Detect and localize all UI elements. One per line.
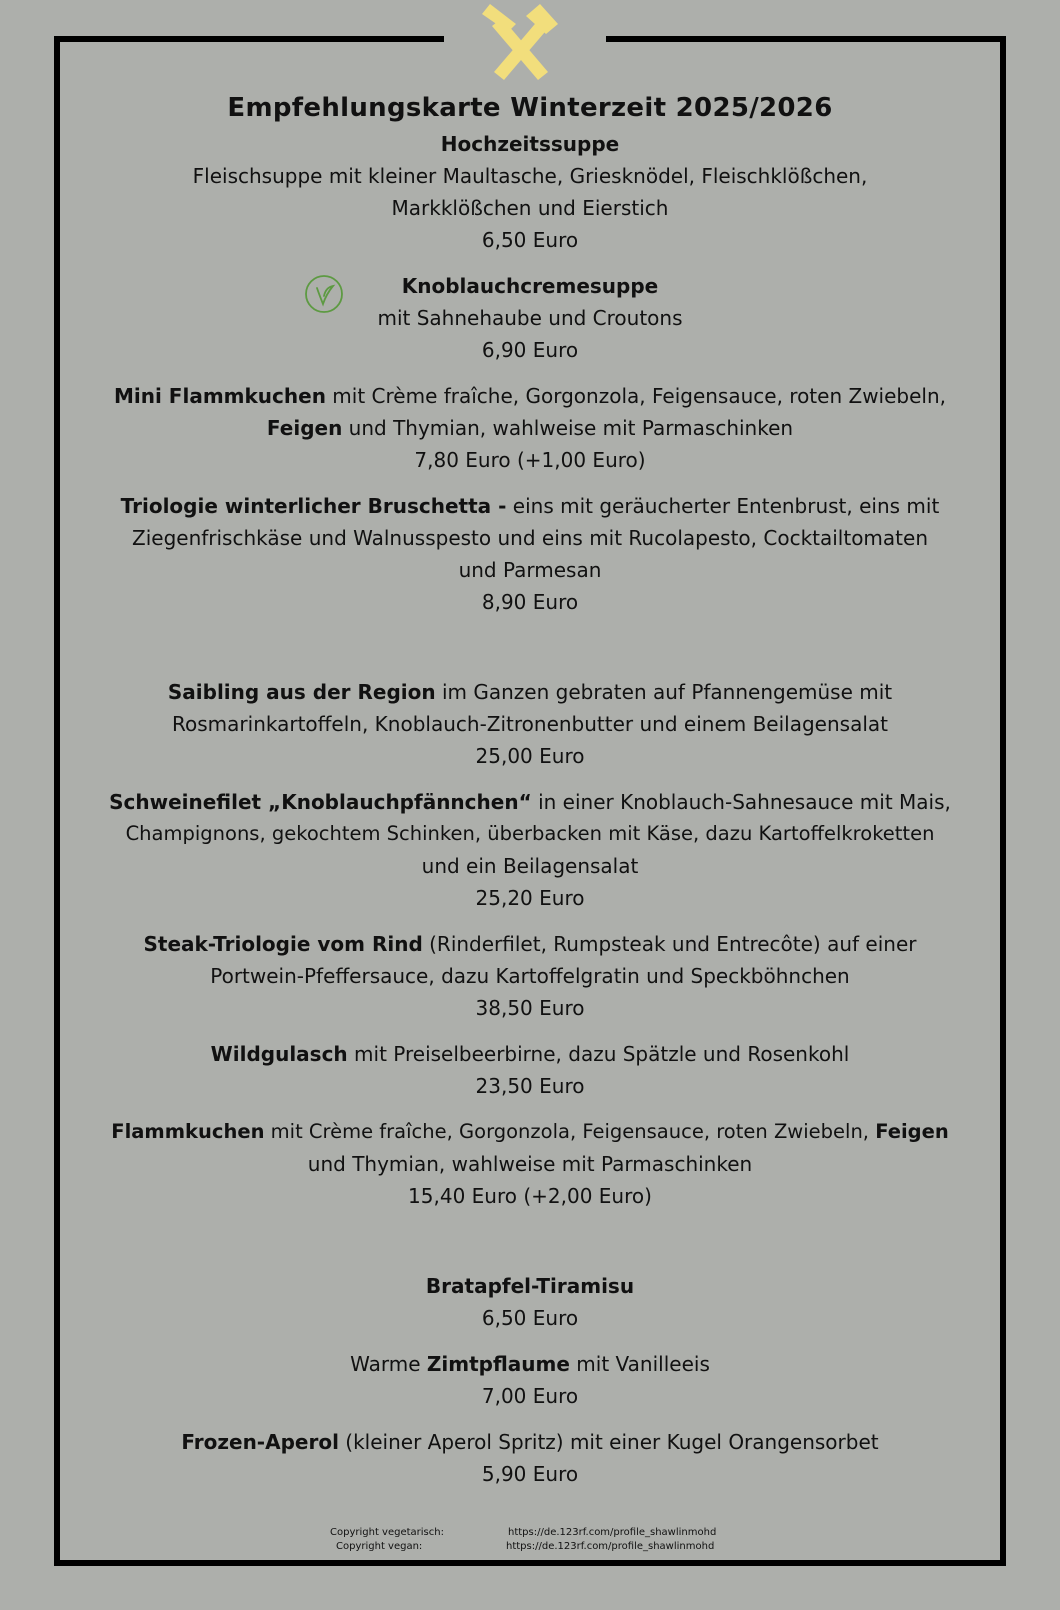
vegetarian-leaf-icon [304,274,344,314]
item-desc: Ziegenfrischkäse und Walnusspesto und eins mit Rucolapesto, Cocktailtomaten [132,526,928,550]
menu-item-steak-triologie [62,928,998,1024]
item-price: 8,90 Euro [481,590,579,614]
item-name: Flammkuchen [111,1120,265,1143]
menu-item-zimtpflaume [62,1348,998,1412]
menu-item-bruschetta [62,490,998,618]
menu-item-knoblauchcremesuppe [62,270,998,366]
menu-item-bratapfel-tiramisu [62,1270,998,1334]
item-desc: Champignons, gekochtem Schinken, überbacken mit Käse, dazu Kartoffelkroketten [125,822,935,845]
item-desc: Portwein-Pfeffersauce, dazu Kartoffelgratin und Speckböhnchen [210,964,850,988]
item-price: 7,00 Euro [481,1384,579,1408]
item-highlight: Feigen [266,416,343,440]
item-price: 6,50 Euro [481,228,579,252]
menu-title: Empfehlungskarte Winterzeit 2025/2026 [227,93,833,123]
item-name: Knoblauchcremesuppe [401,274,659,298]
item-price: 15,40 Euro (+2,00 Euro) [408,1184,652,1208]
item-name: Wildgulasch [210,1042,348,1066]
item-desc: mit Crème fraîche, Gorgonzola, Feigensauce, roten Zwiebeln, [325,384,946,408]
item-desc: (Rinderfilet, Rumpsteak und Entrecôte) auf einer [422,932,917,956]
copyright-vegan-url: https://de.123rf.com/profile_shawlinmohd [506,1541,715,1552]
item-desc: eins mit geräucherter Entenbrust, eins mit [506,494,940,518]
item-desc: Fleischsuppe mit kleiner Maultasche, Griesknödel, Fleischklößchen, [192,164,868,188]
menu-item-saibling [62,676,998,772]
copyright-vegan-label: Copyright vegan: [336,1541,423,1552]
item-name: Schweinefilet „Knoblauchpfännchen“ [109,790,532,814]
menu-item-frozen-aperol [62,1426,998,1490]
item-desc: und Parmesan [458,558,602,582]
item-name: Hochzeitssuppe [440,132,620,156]
item-price: 25,20 Euro [475,886,585,910]
item-price: 6,50 Euro [481,1306,579,1330]
menu-item-flammkuchen [62,1116,998,1212]
item-desc: Markklößchen und Eierstich [391,196,669,220]
copyright-veg-url: https://de.123rf.com/profile_shawlinmohd [508,1527,717,1538]
item-price: 38,50 Euro [475,996,585,1020]
item-desc: in einer Knoblauch-Sahnesauce mit Mais, [531,790,951,814]
item-desc: im Ganzen gebraten auf Pfannengemüse mit [435,680,893,704]
hammer-and-pick-icon [480,2,562,84]
menu-content [62,88,998,1490]
item-price: 25,00 Euro [475,744,585,768]
item-price: 7,80 Euro (+1,00 Euro) [414,448,646,472]
menu-item-mini-flammkuchen [62,380,998,476]
menu-item-hochzeitssuppe [62,128,998,256]
item-desc: (kleiner Aperol Spritz) mit einer Kugel Orangensorbet [338,1430,879,1454]
item-name: Frozen-Aperol [181,1430,339,1454]
item-desc: und Thymian, wahlweise mit Parmaschinken [307,1152,753,1176]
item-desc: mit Sahnehaube und Croutons [377,306,683,330]
item-name: Zimtpflaume [426,1352,570,1376]
item-name: Triologie winterlicher Bruschetta - [120,494,507,518]
item-desc: und ein Beilagensalat [421,854,639,878]
item-price: 6,90 Euro [481,338,579,362]
item-prefix: Warme [350,1352,427,1376]
item-name: Mini Flammkuchen [113,384,326,408]
item-name: Saibling aus der Region [167,680,436,704]
copyright-veg-label: Copyright vegetarisch: [330,1527,444,1538]
item-desc: mit Preiselbeerbirne, dazu Spätzle und Rosenkohl [347,1042,850,1066]
item-highlight: Feigen [875,1120,949,1143]
copyright-notes [62,1526,998,1554]
item-desc: und Thymian, wahlweise mit Parmaschinken [342,416,794,440]
item-desc: mit Crème fraîche, Gorgonzola, Feigensauce, roten Zwiebeln, [264,1120,876,1143]
item-desc: Rosmarinkartoffeln, Knoblauch-Zitronenbutter und einem Beilagensalat [172,712,888,736]
menu-item-wildgulasch [62,1038,998,1102]
item-price: 5,90 Euro [481,1462,579,1486]
item-desc: mit Vanilleeis [569,1352,710,1376]
item-name: Bratapfel-Tiramisu [425,1274,635,1298]
item-name: Steak-Triologie vom Rind [143,932,423,956]
menu-item-schweinefilet [62,786,998,914]
item-price: 23,50 Euro [475,1074,585,1098]
